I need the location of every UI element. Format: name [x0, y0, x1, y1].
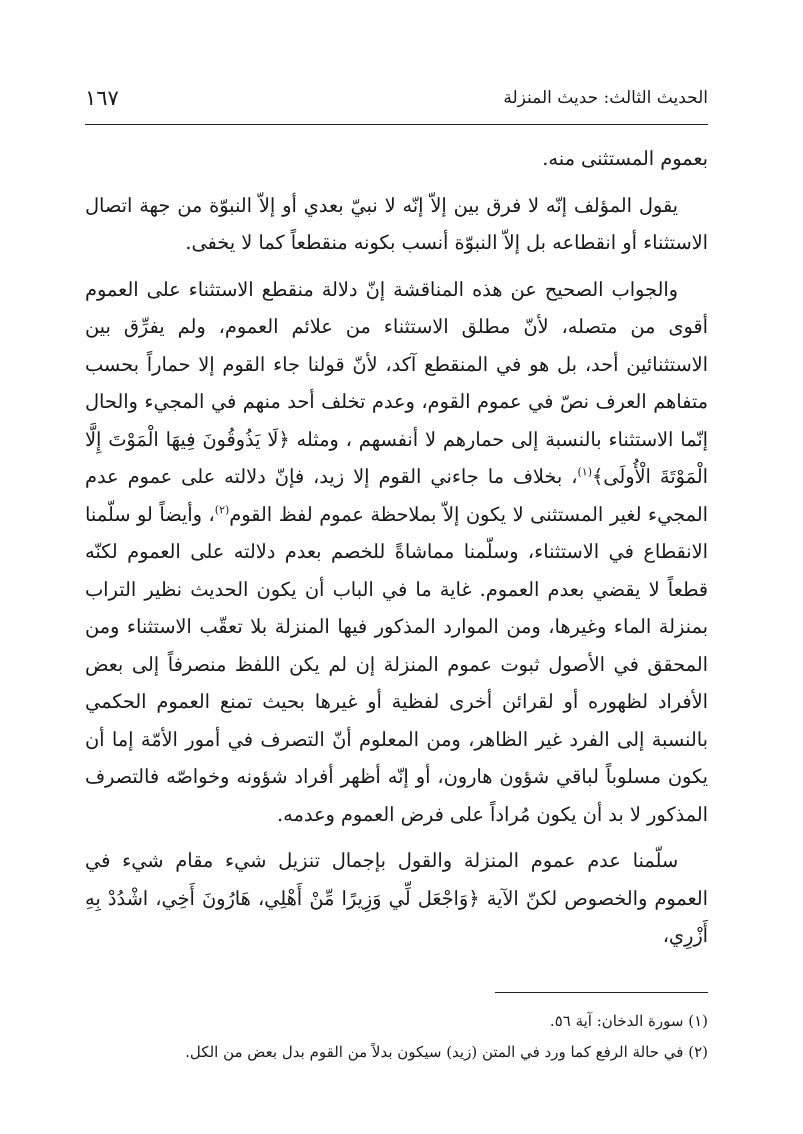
paragraph-2: يقول المؤلف إنّه لا فرق بين إلاّ إنّه لا نبيّ بعدي أو إلاّ النبوّة من جهة اتصال الاستثناء أو انقطاعه بل إلاّ النبوّة أنسب بكونه منقطعاً كما لا يخفى.: [85, 193, 708, 254]
footnote-1: (١) سورة الدخان: آية ٥٦.: [549, 1012, 708, 1030]
footnote-2: (٢) في حالة الرفع كما ورد في المتن (زيد) سيكون بدلاً من القوم بدل بعض من الكل.: [185, 1043, 708, 1061]
running-title: الحديث الثالث: حديث المنزلة: [503, 88, 708, 108]
paragraph-4-text: سلّمنا عدم عموم المنزلة والقول بإجمال تنزيل شيء مقام شيء في العموم والخصوص لكنّ الآية: [85, 849, 708, 910]
footnotes: [85, 1006, 708, 1068]
footnote-divider: [495, 992, 708, 993]
header-divider: [85, 124, 708, 125]
paragraph-3-text-b: ، بخلاف ما جاءني القوم إلا زيد، فإنّ دلالته على عموم عدم المجيء لغير المستثنى لا يكون إلاّ بملاحظة عموم لفظ القوم: [85, 465, 708, 526]
paragraph-3: [85, 271, 708, 834]
page-number: ١٦٧: [85, 86, 119, 110]
paragraph-1: بعموم المستثنى منه.: [542, 147, 708, 170]
footnote-ref-1[interactable]: (١): [577, 465, 592, 479]
main-text: [85, 140, 708, 964]
paragraph-3-text-a: والجواب الصحيح عن هذه المناقشة إنّ دلالة منقطع الاستثناء على العموم أقوى من متصله، لأنّ مطلق الاستثناء من علائم العموم، ولم يفرِّق بين الاستثنائين أحد، بل هو في المنقطع آكد، لأنّ قولنا جاء القوم إلا حماراً بحسب متفاهم العرف نصّ في عموم القوم، وعدم تخلف أحد منهم في المجيء والحال إنّما الاستثناء بالنسبة إلى حمارهم لا أنفسهم ، ومثله: [85, 277, 708, 451]
paragraph-3-text-c: ، وأيضاً لو سلّمنا الانقطاع في الاستثناء، وسلّمنا مماشاةً للخصم بعدم دلالته على العموم لكنّه قطعاً لا يقضي بعدم العموم. غاية ما في الباب أن يكون الحديث نظير التراب بمنزلة الماء وغيرها، ومن الموارد المذكور فيها المنزلة بلا تعقّب الاستثناء ومن المحقق في الأصول ثبوت عموم المنزلة إن لم يكن اللفظ منصرفاً إلى بعض الأفراد لظهوره أو لقرائن أخرى لفظية أو غيرها بحيث تمنع العموم الحكمي بالنسبة إلى الفرد غير الظاهر، ومن المعلوم أنّ التصرف في أمور الأمّة إما أن يكون مسلوباً لباقي شؤون هارون، أو إنّه أظهر أفراد شؤونه وخواصّه فالتصرف المذكور لا بد أن يكون مُراداً على فرض العموم وعدمه.: [85, 502, 708, 826]
paragraph-4: [85, 842, 708, 955]
quran-verse: ﴿لَا يَذُوقُونَ فِيهَا الْمَوْتَ إِلَّا الْمَوْتَةَ الْأُولَى﴾: [85, 427, 708, 488]
footnote-ref-2[interactable]: (٢): [214, 503, 230, 517]
page-header: [85, 86, 708, 120]
quran-verse: ﴿وَاجْعَل لِّي وَزِيرًا مِّنْ أَهْلِي، هَارُونَ أَخِي، اشْدُدْ بِهِ أَزْرِي،: [85, 886, 708, 947]
